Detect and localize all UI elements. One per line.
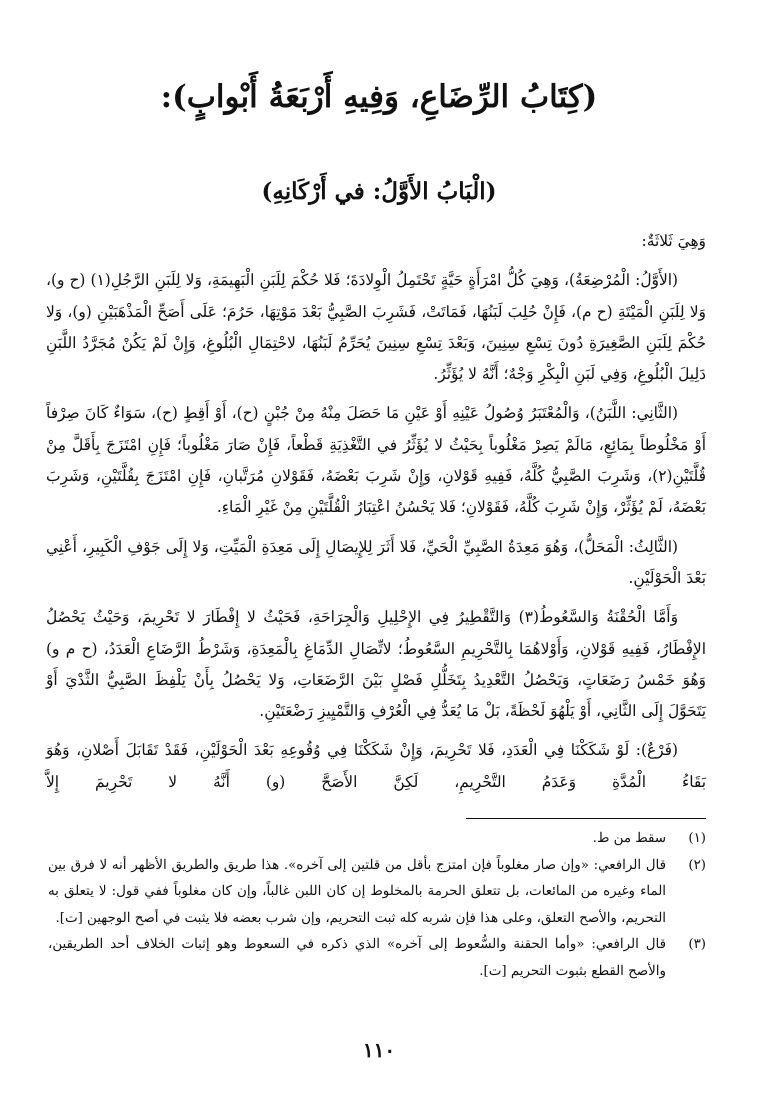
footnote	[48, 826, 706, 853]
page-number: ١١٠	[362, 1038, 396, 1062]
footnotes	[48, 826, 706, 986]
footnote-number: (٢)	[688, 857, 706, 873]
footnote-number: (٣)	[688, 937, 706, 953]
footnote-text: سقط من ط.	[592, 831, 666, 846]
footnote-text: قال الرافعي: «وإن صار مغلوباً فإن امتزج بأقل من قلتين إلى آخره». هذا طريق والطريق الأظهر أنه لا فرق بين الماء وغيره من المائعات، بل تتعلق الحرمة بالمخلوط إن كان اللبن غالباً، وإن كان مغلوباً ففي قول: لا يتعلق به التحريم، والأصح التعلق، وعلى هذا فإن شربه كله ثبت التحريم، وإن شرب بعضه فلا يثبت في أصح الوجهين [ت].	[48, 857, 666, 926]
footnote-text: قال الرافعي: «وأما الحقنة والسُّعوط إلى آخره» الذي ذكره في السعوط وهو إثبات الخلاف أحد الطريقين، والأصح القطع بثبوت التحريم [ت].	[48, 937, 666, 979]
main-text	[46, 226, 706, 806]
paragraph-second-pillar: (الثَّانِي: اللَّبَنُ)، وَالْمُعْتَبَرُ وُصُولُ عَيْنِهِ أَوْ عَيْنِ مَا حَصَلَ مِنْهُ مِنْ جُبْنٍ (ح)، أَوْ أَقِطٍ (ح)، سَوَاءٌ كَانَ صِرْفاً أَوْ مَخْلُوطاً بِمَائِعٍ، مَالَمْ يَصِرْ مَغْلُوباً بِحَيْثُ لا يُؤَثِّرُ في التَّغْذِيَةِ قَطْعاً، فَإِنْ صَارَ مَغْلُوباً؛ فَإِنِ امْتَزَجَ بِأَقَلَّ مِنْ قُلَّتَيْنِ(٢)، وَشَرِبَ الصَّبِيُّ كُلَّهُ، فَفِيهِ قَوْلانِ، وَإِنْ شَرِبَ بَعْضَهُ، فَقَوْلانِ مُرَتَّبانِ، فَإِنِ امْتَزَجَ بِقُلَّتَيْنِ، وَشَرِبَ بَعْضَهُ، لَمْ يُؤَثِّرْ، وَإِنْ شَرِبَ كُلَّهُ، فَقَوْلانِ؛ فَلا يَحْسُنُ اعْتِبَارُ الْقُلَّتَيْنِ مِنْ غَيْرِ الْمَاءِ.	[46, 404, 706, 517]
footnote-number: (١)	[688, 831, 706, 846]
book-title: (كِتَابُ الرِّضَاعِ، وَفِيهِ أَرْبَعَةُ أَبْوابٍ):	[160, 79, 598, 115]
paragraph-injection: وَأَمَّا الْحُقْنَةُ وَالسَّعُوطُ(٣) وَالتَّقْطِيرُ فِي الإِحْلِيلِ وَالْجِرَاحَةِ، فَحَيْثُ لا إِفْطَارَ لا تَحْرِيمَ، وَحَيْثُ يَحْصُلُ الإِفْطَارُ، فَفِيهِ قَوْلانِ، وَأَوْلاهُمَا بِالتَّحْرِيمِ السَّعُوطُ؛ لاتِّصَالِ الدِّمَاغِ بِالْمَعِدَةِ، وَشَرْطُ الرَّضَاعِ الْعَدَدُ، (ح م و) وَهُوَ خَمْسُ رَضَعَاتٍ، وَيَحْصُلُ التَّعْدِيدُ بِتَخَلُّلِ فَصْلٍ بَيْنَ الرَّضَعَاتِ، وَلا يَحْصُلُ بِأَنْ يَلْفِظَ الصَّبِيُّ الثَّدْيَ أَوْ يَتَحَوَّلَ إِلَى الثَّانِي، أَوْ يَلْهُوَ لَحْظَةً، بَلْ مَا يُعَدُّ فِي الْعُرْفِ وَالتَّمْيِيزِ رَضْعَتَيْنِ.	[46, 608, 706, 721]
paragraph-intro: وَهِيَ ثَلاثَةٌ:	[641, 232, 706, 250]
footnote	[48, 853, 706, 933]
chapter-title: (الْبَابُ الأَوَّلُ: في أَرْكَانِهِ)	[261, 178, 497, 205]
footnote	[48, 932, 706, 985]
paragraph-first-pillar: (الأَوَّلُ: الْمُرْضِعَةُ)، وَهِيَ كُلُّ امْرَأَةٍ حَيَّةٍ تَحْتَمِلُ الْوِلادَةَ؛ فَلا حُكْمَ لِلَبَنِ الْبَهِيمَةِ، وَلا لِلَبَنِ الرَّجُلِ(١) (ح و)، وَلا لِلَبَنِ الْمَيْتَةِ (ح م)، فَإِنْ حُلِبَ لَبَنُهَا، فَمَاتَتْ، فَشَرِبَ الصَّبِيُّ بَعْدَ مَوْتِهَا، حَرُمَ؛ عَلَى أَصَحِّ الْمَذْهَبَيْنِ (و)، وَلا حُكْمَ لِلَبَنِ الصَّغِيرَةِ دُونَ تِسْعِ سِنِينَ، وَبَعْدَ تِسْعِ سِنِينَ يُحَرِّمُ لَبَنُهَا، لاحْتِمَالِ الْبُلُوغِ، وَإِنْ لَمْ يَكُنْ مُجَرَّدُ اللَّبَنِ دَلِيلَ الْبُلُوغِ، وَفِي لَبَنِ الْبِكْرِ وَجْهٌ؛ أَنَّهُ لا يُؤَثِّرُ.	[46, 271, 706, 384]
footnote-separator	[466, 818, 706, 819]
paragraph-third-pillar: (الثَّالِثُ: الْمَحَلُّ)، وَهُوَ مَعِدَةُ الصَّبِيِّ الْحَيِّ، فَلا أَثَرَ لِلإِيصَالِ إِلَى مَعِدَةِ الْمَيِّتِ، وَلا إِلَى جَوْفِ الْكَبِيرِ، أَعْنِي بَعْدَ الْحَوْلَيْنِ.	[46, 537, 706, 587]
paragraph-branch: (فَرْعٌ): لَوْ شَكَكْنَا فِي الْعَدَدِ، فَلا تَحْرِيمَ، وَإِنْ شَكَكْنَا فِي وُقُوعِهِ بَعْدَ الْحَوْلَيْنِ، فَقَدْ تَقَابَلَ أَصْلانِ، وَهُوَ بَقَاءُ الْمُدَّةِ وَعَدَمُ التَّحْرِيمِ، لَكِنَّ الأَصَحَّ (و) أَنَّهُ لا تَحْرِيمَ إِلاَّ	[46, 741, 706, 791]
